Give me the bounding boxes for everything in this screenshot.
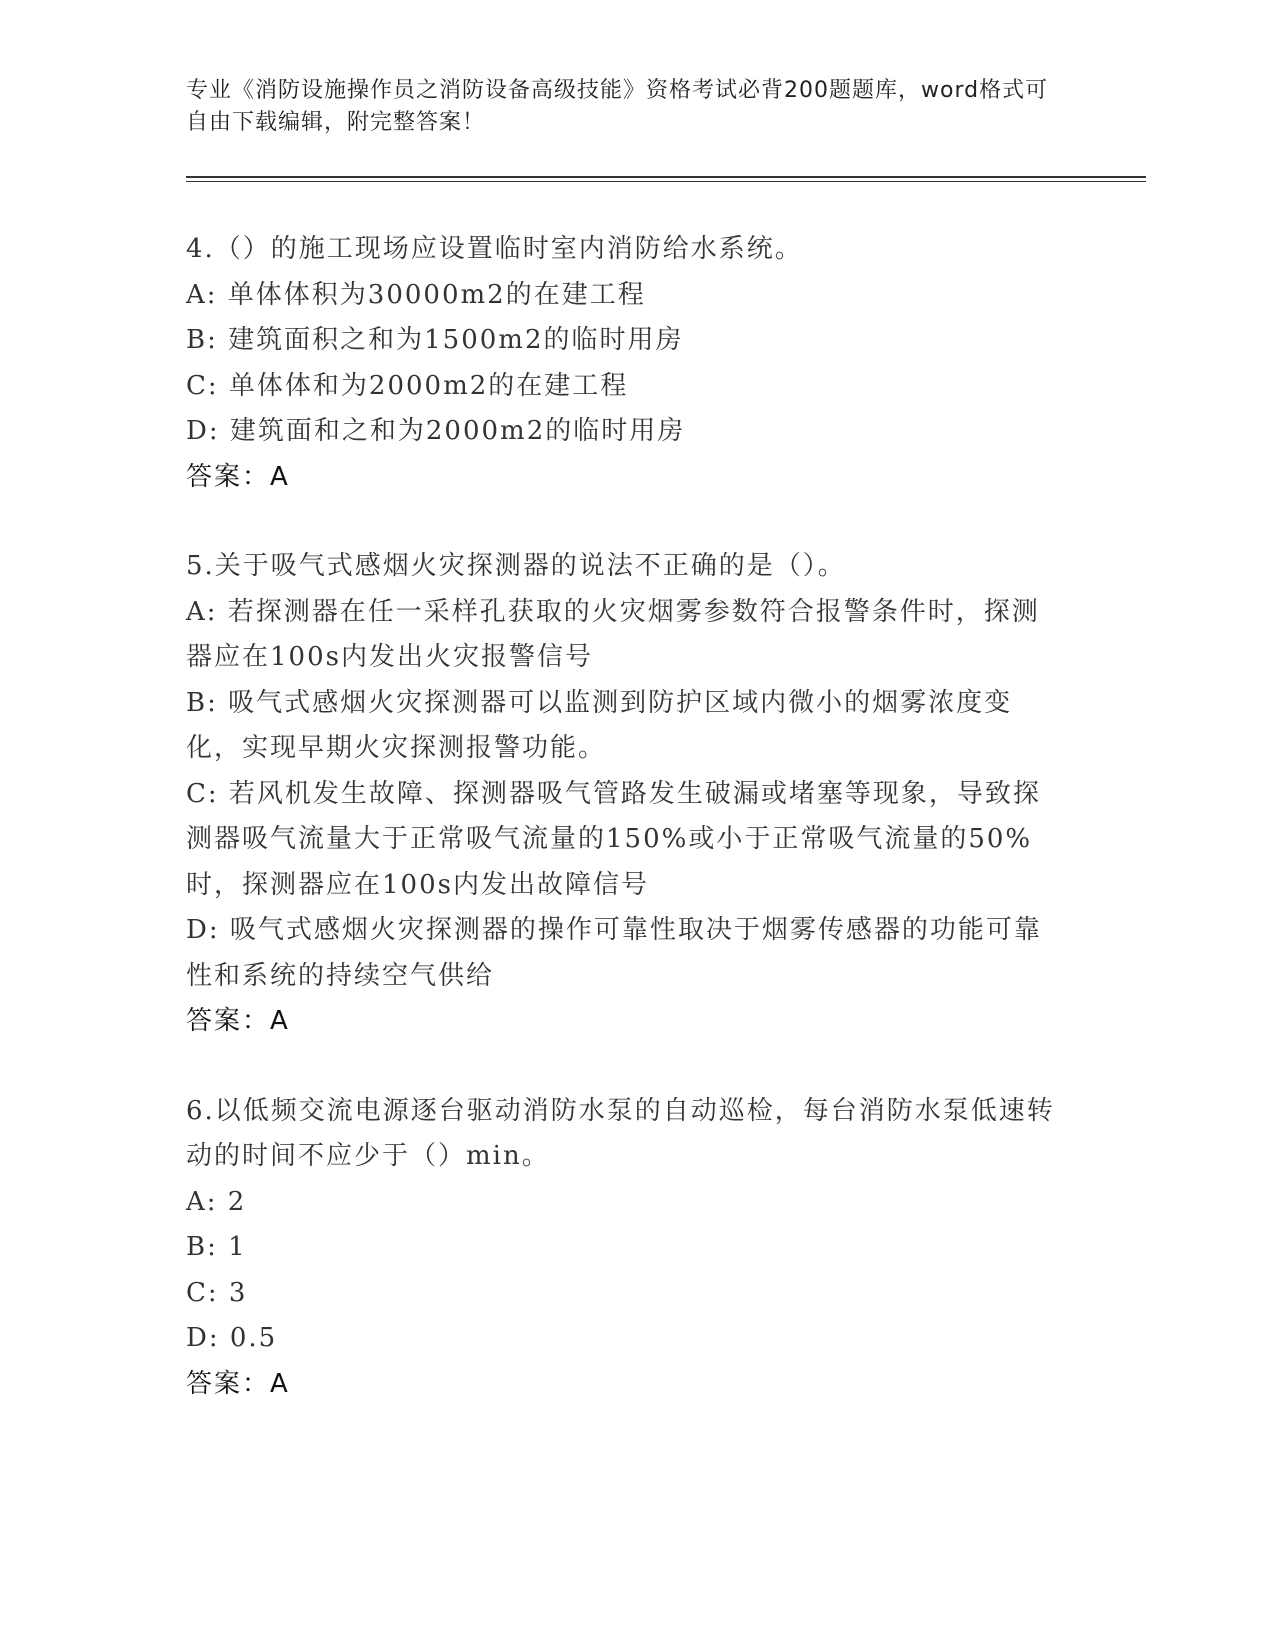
header-divider-thin bbox=[186, 181, 1146, 182]
header-divider bbox=[186, 176, 1146, 178]
option-b: B: 1 bbox=[186, 1232, 247, 1262]
option-a: A: 2 bbox=[186, 1186, 247, 1217]
option-c: C: 单体体和为2000m2的在建工程 bbox=[186, 370, 629, 401]
option-d: D: 建筑面和之和为2000m2的临时用房 bbox=[186, 416, 686, 446]
option-c: C: 3 bbox=[186, 1277, 248, 1308]
option-a: A: 单体体积为30000m2的在建工程 bbox=[186, 279, 646, 310]
question-4 bbox=[186, 227, 1066, 500]
question-stem: 4.（）的施工现场应设置临时室内消防给水系统。 bbox=[186, 234, 803, 264]
option-d: D: 0.5 bbox=[186, 1323, 278, 1353]
answer-label: 答案：A bbox=[186, 1368, 290, 1399]
question-stem: 6.以低频交流电源逐台驱动消防水泵的自动巡检，每台消防水泵低速转动的时间不应少于（）min。 bbox=[186, 1095, 1055, 1171]
question-5 bbox=[186, 544, 1066, 1045]
answer-label: 答案：A bbox=[186, 461, 290, 492]
option-c: C: 若风机发生故障、探测器吸气管路发生破漏或堵塞等现象，导致探测器吸气流量大于正常吸气流量的150%或小于正常吸气流量的50%时，探测器应在100s内发出故障信号 bbox=[186, 778, 1041, 900]
option-a: A: 若探测器在任一采样孔获取的火灾烟雾参数符合报警条件时，探测器应在100s内发出火灾报警信号 bbox=[186, 596, 1040, 672]
option-b: B: 建筑面积之和为1500m2的临时用房 bbox=[186, 325, 684, 355]
document-header: 专业《消防设施操作员之消防设备高级技能》资格考试必背200题题库，word格式可自由下载编辑，附完整答案！ bbox=[186, 78, 1049, 135]
question-stem: 5.关于吸气式感烟火灾探测器的说法不正确的是（）。 bbox=[186, 551, 846, 581]
question-6 bbox=[186, 1089, 1066, 1408]
option-b: B: 吸气式感烟火灾探测器可以监测到防护区域内微小的烟雾浓度变化，实现早期火灾探测报警功能。 bbox=[186, 687, 1013, 763]
question-list bbox=[186, 227, 1066, 1451]
option-d: D: 吸气式感烟火灾探测器的操作可靠性取决于烟雾传感器的功能可靠性和系统的持续空气供给 bbox=[186, 915, 1042, 991]
answer-label: 答案：A bbox=[186, 1006, 290, 1036]
